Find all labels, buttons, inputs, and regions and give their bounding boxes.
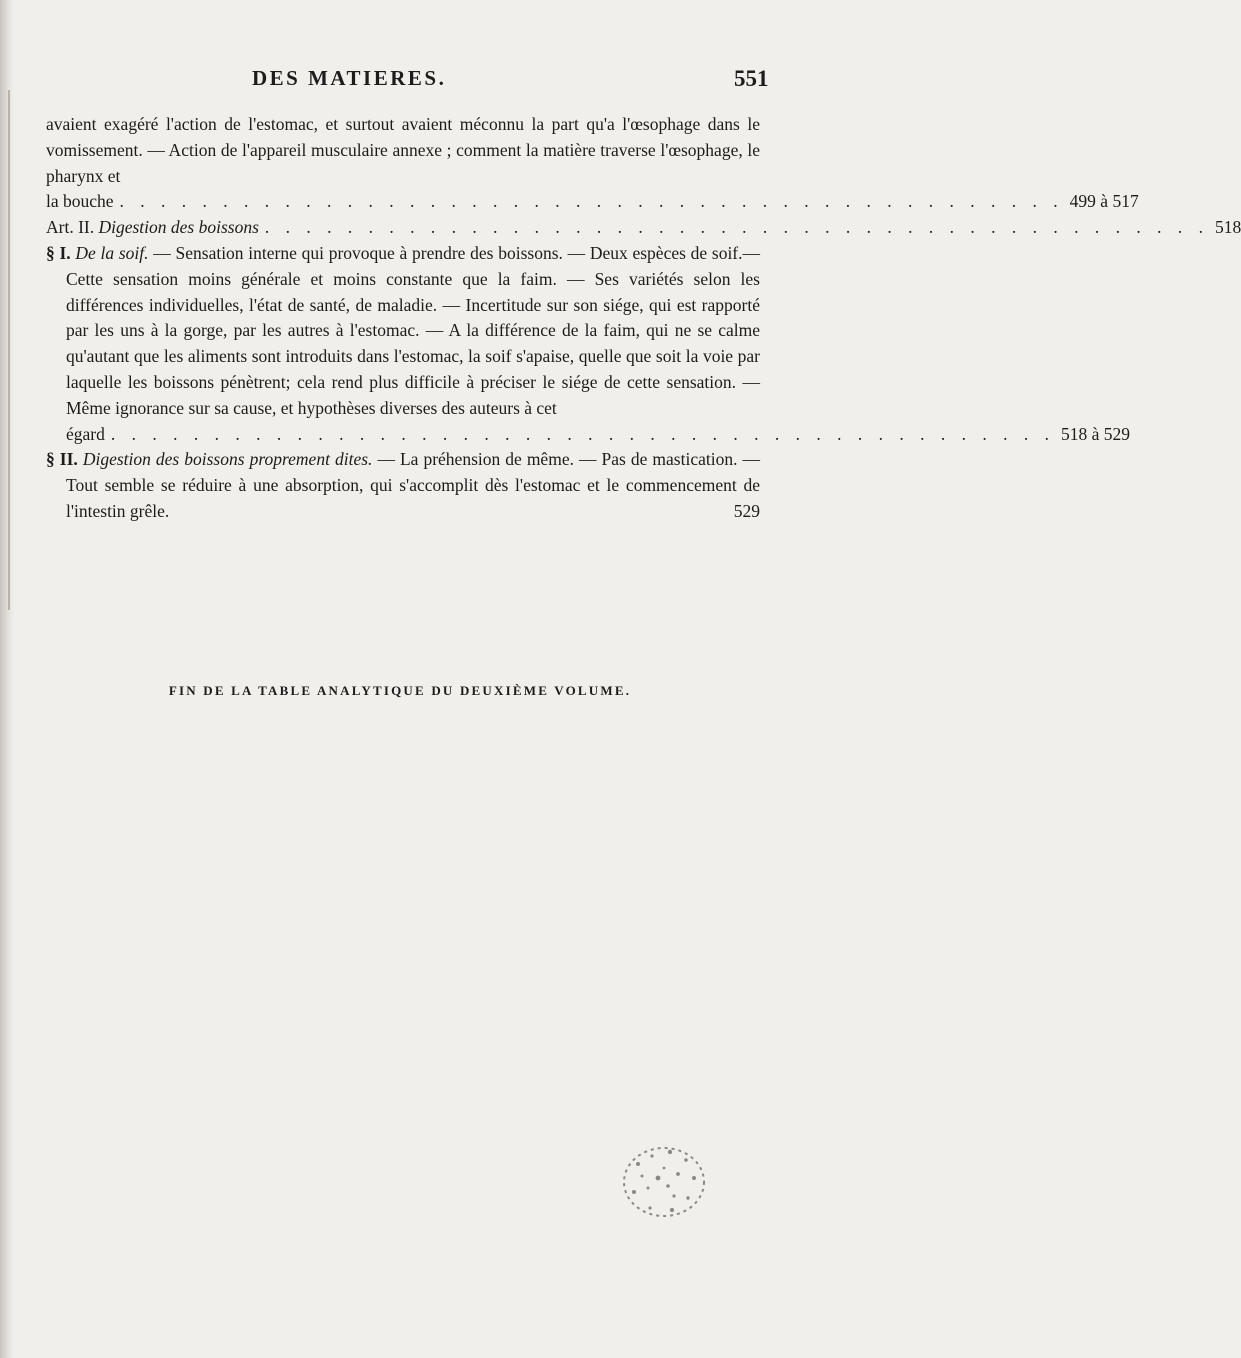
page-number: 551: [734, 66, 769, 91]
entry-article-2: [46, 215, 1241, 241]
entry-body: — La préhension de même. — Pas de mastication. — Tout semble se réduire à une absorption, qui s'accomplit dès l'estomac et le commencement de l'intestin grêle.: [66, 449, 760, 521]
entry-pages: 518: [1215, 217, 1241, 238]
binding-shadow: [8, 90, 10, 610]
running-head: DES MATIERES.: [252, 66, 447, 90]
entry-prefix: § I.: [46, 242, 71, 263]
entry-body: avaient exagéré l'action de l'estomac, et surtout avaient méconnu la part qu'a l'œsophage dans le vomissement. — Action de l'appareil musculaire annexe ; comment la matière traverse l'œsophage, le pharynx et: [46, 114, 760, 186]
entry-title: Digestion des boissons: [98, 217, 259, 238]
dot-leader: . . . . . . . . . . . . . . . . . . . . . . . . . . . . . . . . . . . . . . . . . . . . . .: [110, 423, 1055, 444]
entry-section-2: [46, 447, 760, 524]
entry-pages: 499 à 517: [1069, 191, 1139, 212]
library-stamp-icon: [608, 1134, 720, 1234]
binding-edge: [0, 0, 14, 1358]
table-of-contents-block: [46, 112, 1241, 525]
entry-section-1: [46, 241, 760, 422]
entry-leader-line: [46, 189, 1139, 215]
entry-leader-text: égard: [66, 423, 105, 444]
entry-leader-text: la bouche: [46, 191, 114, 212]
dot-leader: . . . . . . . . . . . . . . . . . . . . . . . . . . . . . . . . . . . . . . . . . . . . . .: [119, 191, 1064, 212]
entry-prefix: Art. II.: [46, 217, 95, 238]
page-header: [0, 66, 800, 102]
entry-prefix: § II.: [46, 449, 78, 470]
entry-leader-line: [46, 422, 1131, 448]
entry-continuation: [46, 112, 760, 189]
entry-title: De la soif.: [75, 242, 149, 263]
entry-heading: [46, 215, 259, 241]
entry-title: Digestion des boissons proprement dites.: [82, 449, 373, 470]
dot-leader: . . . . . . . . . . . . . . . . . . . . . . . . . . . . . . . . . . . . . . . . . . . . . .: [264, 217, 1210, 238]
entry-body: — Sensation interne qui provoque à prendre des boissons. — Deux espèces de soif.—Cette sensation moins générale et moins constante que la faim. — Ses variétés selon les différences individuelles, l'état de santé, de maladie. — Incertitude sur son siége, qui est rapporté par les uns à la gorge, par les autres à l'estomac. — A la différence de la faim, qui ne se calme qu'autant que les aliments sont introduits dans l'estomac, la soif s'apaise, quelle que soit la voie par laquelle les boissons pénètrent; cela rend plus difficile à préciser le siége de cette sensation. — Même ignorance sur sa cause, et hypothèses diverses des auteurs à cet: [66, 242, 761, 418]
entry-pages: 518 à 529: [1061, 423, 1131, 444]
colophon: FIN DE LA TABLE ANALYTIQUE DU DEUXIÈME VOLUME.: [168, 683, 632, 698]
entry-pages: 529: [733, 500, 760, 521]
